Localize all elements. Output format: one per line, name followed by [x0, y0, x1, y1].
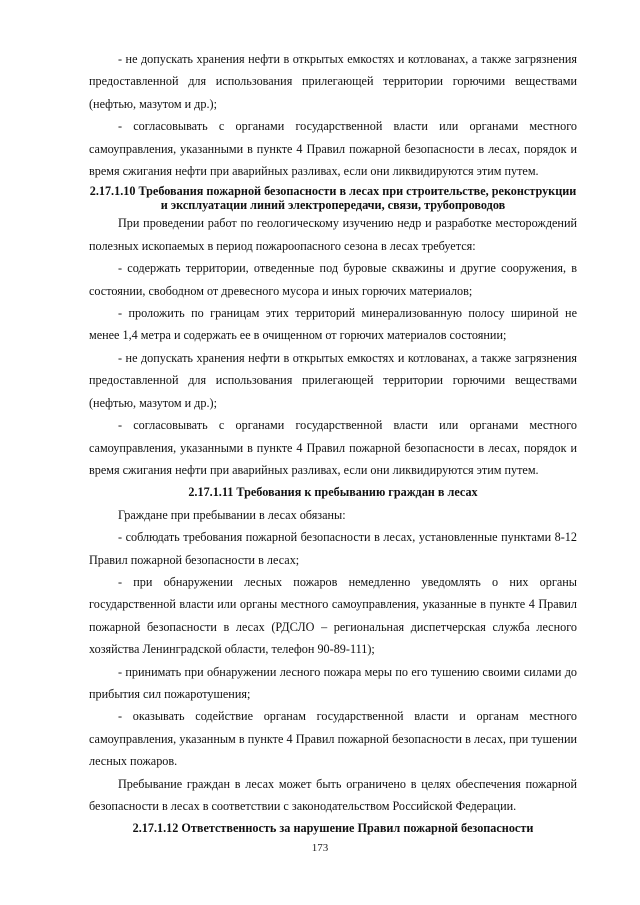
- paragraph: - при обнаружении лесных пожаров немедленно уведомлять о них органы государственной власти или органы местного самоуправления, указанные в пункте 4 Правил пожарной безопасности в лесах (РДСЛО – региональная диспетчерская служба лесного хозяйства Ленинградской области, телефон 90-89-111);: [89, 574, 577, 657]
- paragraph: Граждане при пребывании в лесах обязаны:: [118, 507, 346, 522]
- section-heading: 2.17.1.10 Требования пожарной безопасности в лесах при строительстве, реконструкции и эксплуатации линий электропередачи, связи, трубопроводов: [89, 184, 577, 213]
- paragraph: - соблюдать требования пожарной безопасности в лесах, установленные пунктами 8-12 Правил пожарной безопасности в лесах;: [89, 530, 577, 567]
- paragraph: - согласовывать с органами государственной власти или органами местного самоуправления, указанными в пункте 4 Правил пожарной безопасности в лесах, порядок и время сжигания нефти при аварийных разливах, если они ликвидируются этим путем.: [89, 418, 577, 477]
- paragraph: - проложить по границам этих территорий минерализованную полосу шириной не менее 1,4 метра и содержать ее в очищенном от горючих материалов состоянии;: [89, 306, 577, 343]
- paragraph: - принимать при обнаружении лесного пожара меры по его тушению своими силами до прибытия сил пожаротушения;: [89, 664, 577, 701]
- page-number: 173: [311, 842, 329, 854]
- paragraph: - согласовывать с органами государственной власти или органами местного самоуправления, указанными в пункте 4 Правил пожарной безопасности в лесах, порядок и время сжигания нефти при аварийных разливах, если они ликвидируются этим путем.: [89, 119, 577, 179]
- paragraph: - содержать территории, отведенные под буровые скважины и другие сооружения, в состоянии, свободном от древесного мусора и иных горючих материалов;: [89, 261, 577, 298]
- paragraph: - не допускать хранения нефти в открытых емкостях и котлованах, а также загрязнения предоставленной для использования прилегающей территории горючими веществами (нефтью, мазутом и др.);: [89, 52, 577, 111]
- paragraph: При проведении работ по геологическому изучению недр и разработке месторождений полезных ископаемых в период пожароопасного сезона в лесах требуется:: [89, 216, 577, 253]
- document-page: [89, 48, 577, 840]
- paragraph: - не допускать хранения нефти в открытых емкостях и котлованах, а также загрязнения предоставленной для использования прилегающей территории горючими веществами (нефтью, мазутом и др.);: [89, 350, 577, 410]
- section-heading: 2.17.1.12 Ответственность за нарушение Правил пожарной безопасности: [132, 821, 534, 836]
- section-heading: 2.17.1.11 Требования к пребыванию граждан в лесах: [188, 485, 478, 500]
- paragraph: - оказывать содействие органам государственной власти и органам местного самоуправления, указанным в пункте 4 Правил пожарной безопасности в лесах, при тушении лесных пожаров.: [89, 709, 577, 769]
- paragraph: Пребывание граждан в лесах может быть ограничено в целях обеспечения пожарной безопасности в лесах в соответствии с законодательством Российской Федерации.: [89, 776, 577, 813]
